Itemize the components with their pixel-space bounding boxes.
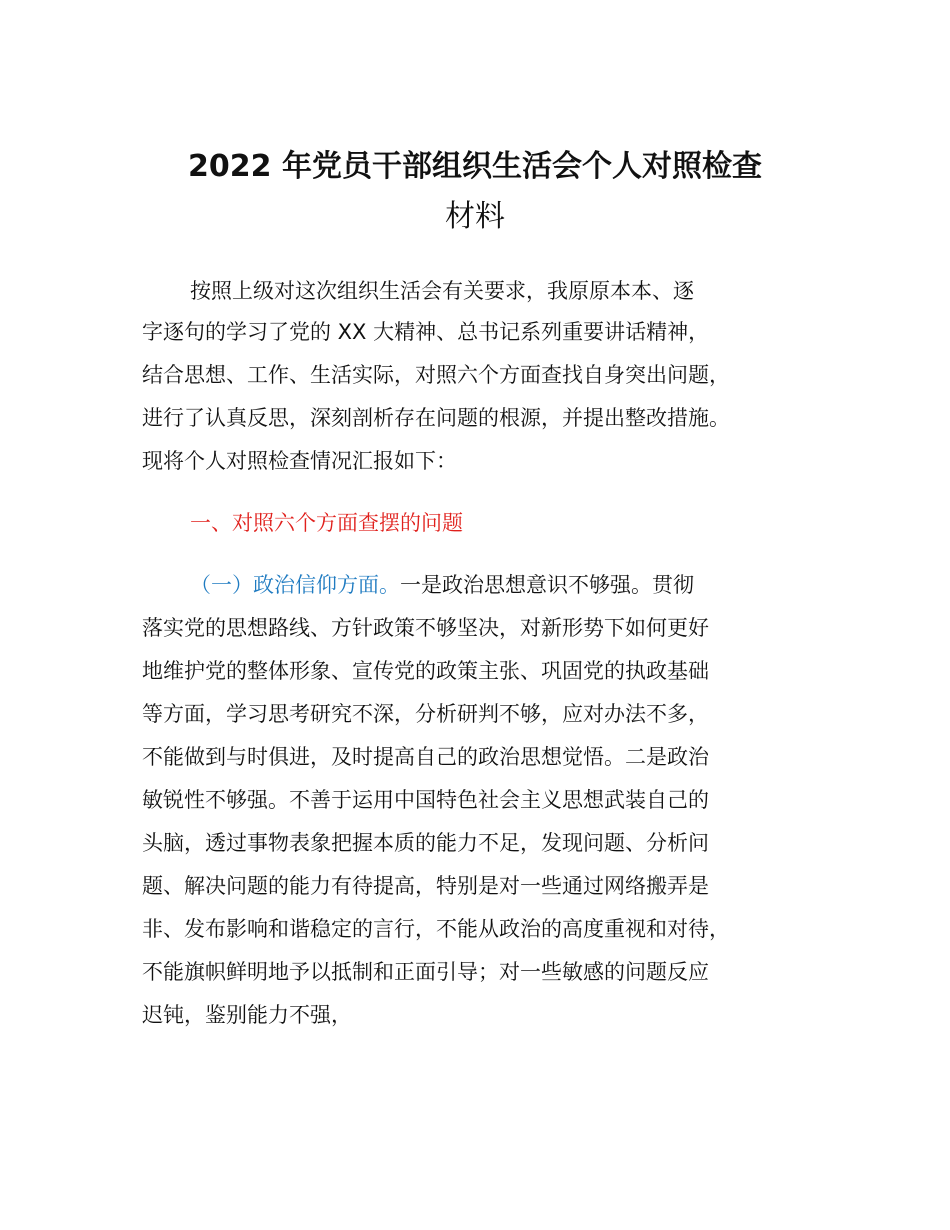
body-line: 地维护党的整体形象、宣传党的政策主张、巩固党的执政基础: [142, 659, 709, 683]
section-heading: 一、对照六个方面查摆的问题: [190, 511, 463, 535]
body-line: 非、发布影响和谐稳定的言行，不能从政治的高度重视和对待，: [142, 917, 730, 941]
body-text: 一是政治思想意识不够强。贯彻: [400, 573, 694, 597]
body-line: 题、解决问题的能力有待提高，特别是对一些通过网络搬弄是: [142, 874, 709, 898]
intro-line: 进行了认真反思，深刻剖析存在问题的根源，并提出整改措施。: [142, 406, 730, 430]
document-title-continuation: 材料: [445, 199, 505, 234]
body-line: 落实党的思想路线、方针政策不够坚决，对新形势下如何更好: [142, 616, 709, 640]
body-line: 敏锐性不够强。不善于运用中国特色社会主义思想武装自己的: [142, 788, 709, 812]
intro-line: 按照上级对这次组织生活会有关要求，我原原本本、逐: [190, 279, 694, 303]
subsection-first-line: [190, 570, 694, 600]
subsection-heading: （一）政治信仰方面。: [190, 573, 400, 597]
intro-line: 字逐句的学习了党的 XX 大精神、总书记系列重要讲话精神，: [142, 320, 710, 344]
body-line: 不能旗帜鲜明地予以抵制和正面引导；对一些敏感的问题反应: [142, 960, 709, 984]
intro-line: 结合思想、工作、生活实际，对照六个方面查找自身突出问题，: [142, 363, 730, 387]
body-line: 迟钝，鉴别能力不强，: [142, 1003, 352, 1027]
body-line: 头脑，透过事物表象把握本质的能力不足，发现问题、分析问: [142, 831, 709, 855]
body-line: 不能做到与时俱进，及时提高自己的政治思想觉悟。二是政治: [142, 745, 709, 769]
intro-line: 现将个人对照检查情况汇报如下：: [142, 449, 457, 473]
document-title: 2022 年党员干部组织生活会个人对照检查: [188, 149, 762, 184]
body-line: 等方面，学习思考研究不深，分析研判不够，应对办法不多，: [142, 702, 709, 726]
